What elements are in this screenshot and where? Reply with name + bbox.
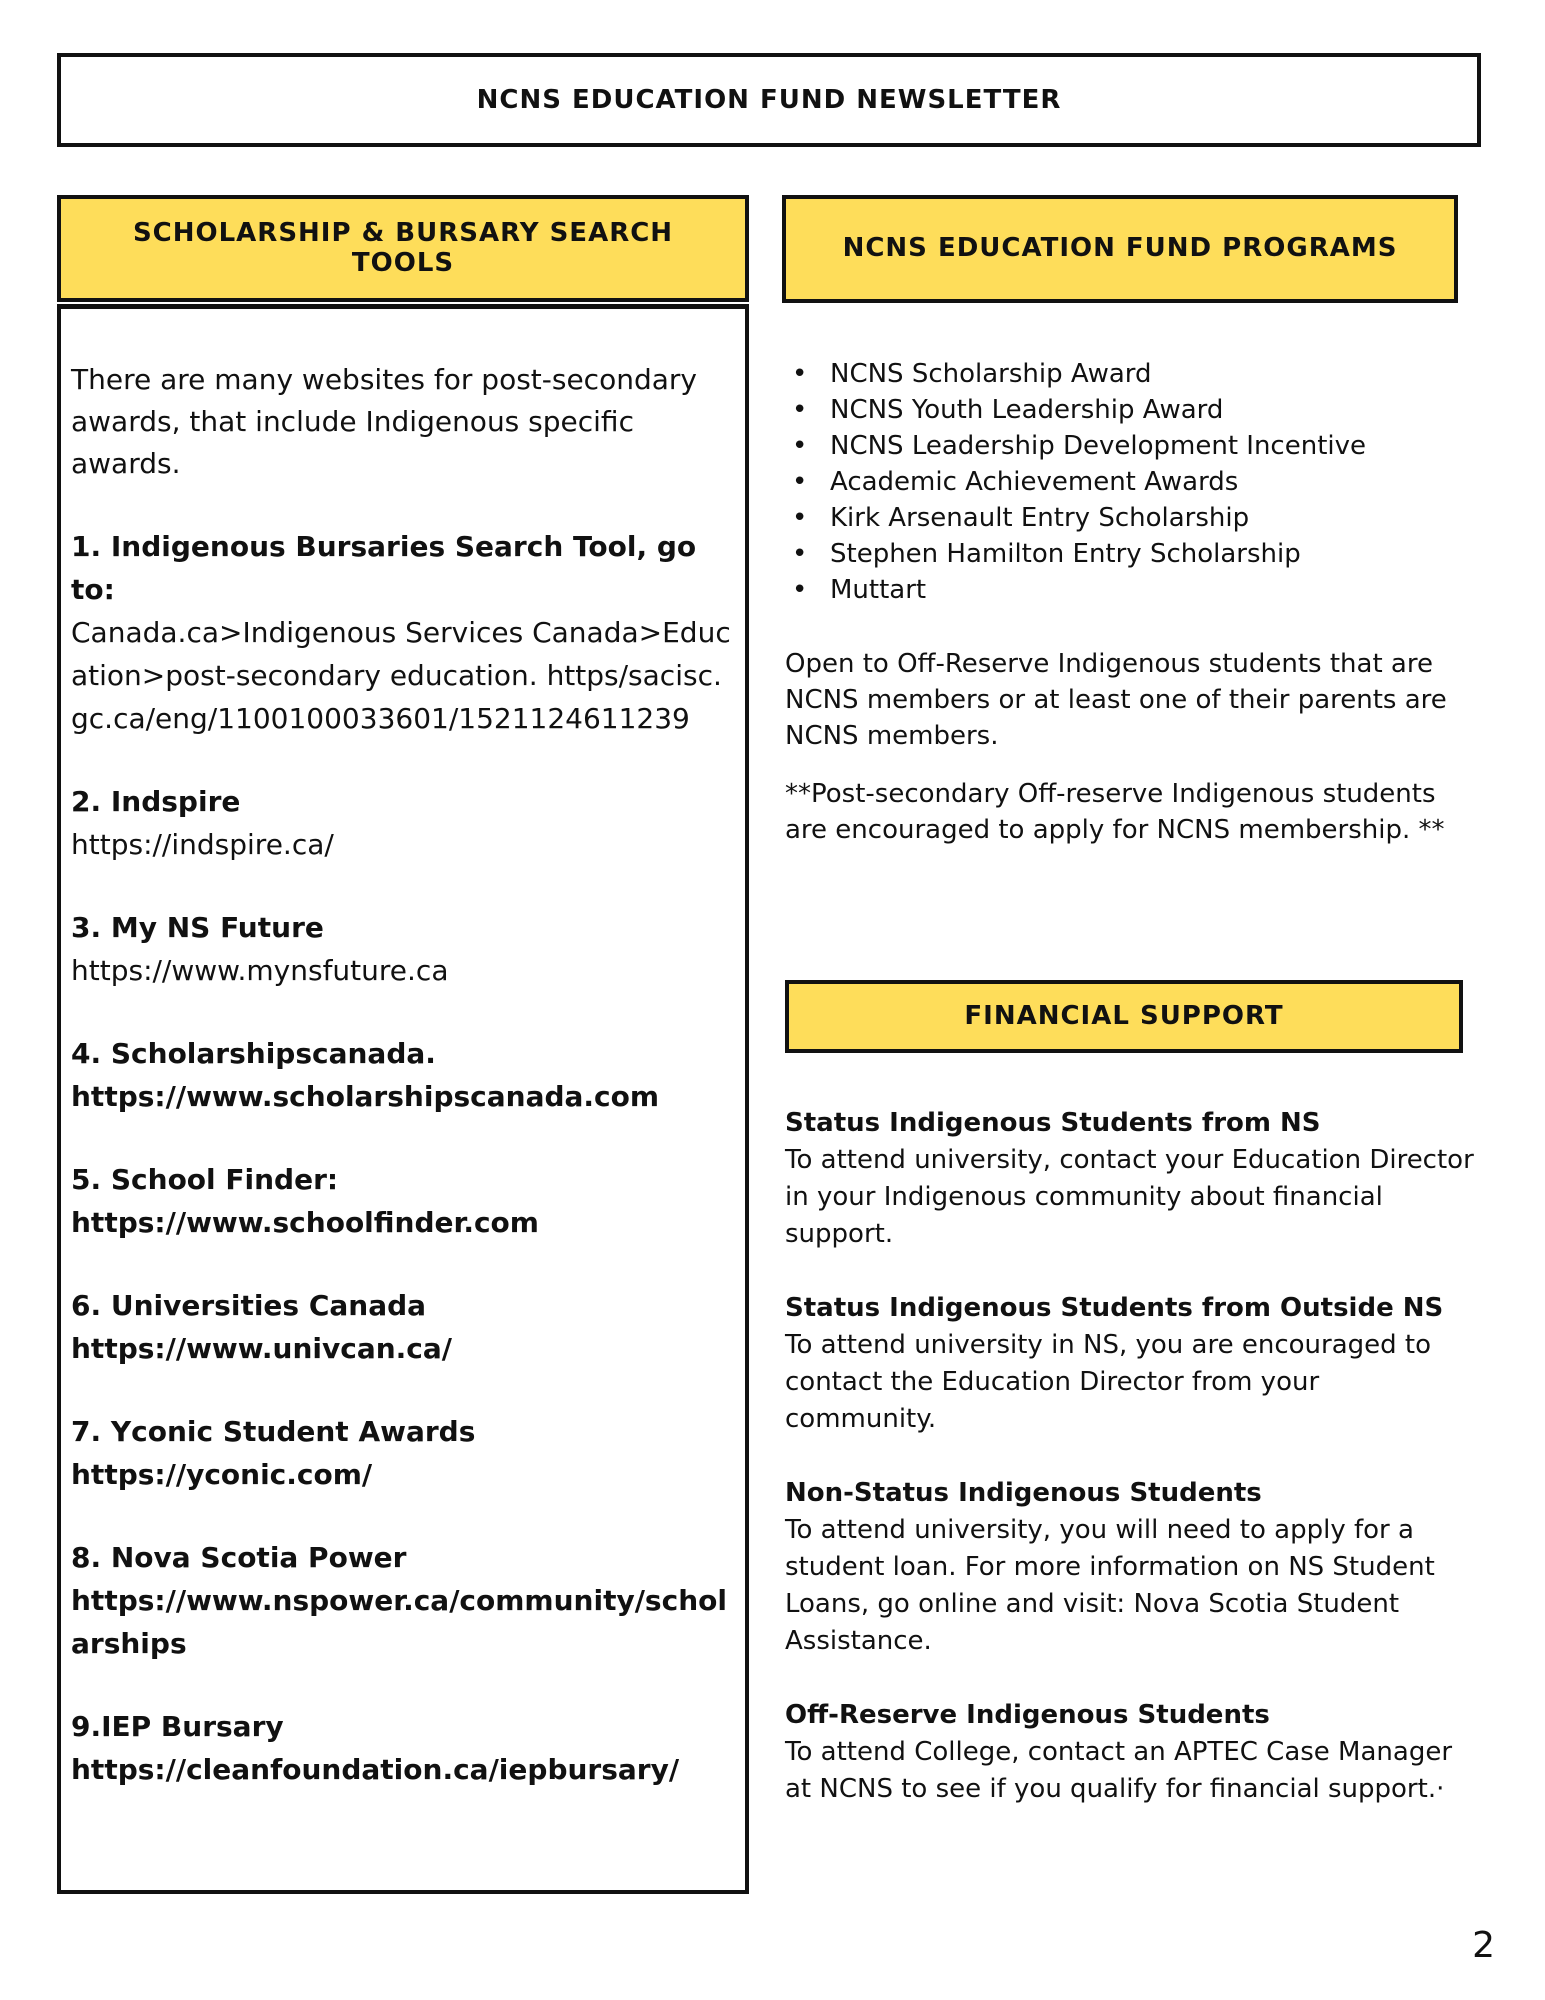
search-tool-link[interactable]: https://yconic.com/	[71, 1458, 373, 1491]
financial-support-item	[785, 1474, 1475, 1660]
search-tool-name: 8. Nova Scotia Power	[71, 1541, 407, 1574]
search-tool-name: 7. Yconic Student Awards	[71, 1415, 476, 1448]
program-list-item: • NCNS Leadership Development Incentive	[830, 428, 1475, 464]
page-number: 2	[1472, 1925, 1495, 1966]
newsletter-title-box	[57, 53, 1481, 147]
search-tools-list	[71, 525, 737, 1791]
search-tool-item	[71, 525, 737, 740]
search-tool-link[interactable]: https://www.univcan.ca/	[71, 1332, 453, 1365]
search-tool-name: 4. Scholarshipscanada.	[71, 1037, 436, 1070]
financial-support-item	[785, 1696, 1475, 1808]
financial-support-item	[785, 1289, 1475, 1438]
search-tool-name: 1. Indigenous Bursaries Search Tool, go to:	[71, 530, 697, 606]
financial-support-item-body: To attend university, you will need to apply for a student loan. For more information on NS Student Loans, go online and visit: Nova Scotia Student Assistance.	[785, 1515, 1435, 1656]
program-list-item: • NCNS Youth Leadership Award	[830, 392, 1475, 428]
search-tool-item	[71, 1284, 737, 1370]
program-list-item: • Academic Achievement Awards	[830, 464, 1475, 500]
financial-support-item-heading: Non-Status Indigenous Students	[785, 1478, 1262, 1508]
search-tool-item	[71, 1536, 737, 1665]
program-list-item: • Muttart	[830, 572, 1475, 608]
program-list-item: • NCNS Scholarship Award	[830, 356, 1475, 392]
search-tool-link[interactable]: https://www.mynsfuture.ca	[71, 954, 449, 987]
search-tool-name: 5. School Finder:	[71, 1163, 339, 1196]
programs-heading: NCNS EDUCATION FUND PROGRAMS	[782, 195, 1458, 303]
financial-support-item-heading: Status Indigenous Students from NS	[785, 1108, 1321, 1138]
financial-support-item-heading: Status Indigenous Students from Outside NS	[785, 1293, 1444, 1323]
search-tool-link[interactable]: https://www.schoolfinder.com	[71, 1206, 539, 1239]
search-tool-name: 3. My NS Future	[71, 911, 324, 944]
financial-support-item	[785, 1104, 1475, 1253]
search-tool-item	[71, 1158, 737, 1244]
search-tools-box	[57, 304, 749, 1894]
search-tool-item	[71, 780, 737, 866]
search-tools-intro: There are many websites for post-secondary awards, that include Indigenous specific awards.	[71, 363, 697, 480]
financial-support-item-body: To attend university in NS, you are encouraged to contact the Education Director from your community.	[785, 1330, 1432, 1434]
search-tool-item	[71, 906, 737, 992]
search-tool-item	[71, 1410, 737, 1496]
financial-support-heading: FINANCIAL SUPPORT	[785, 980, 1463, 1053]
search-tools-heading: SCHOLARSHIP & BURSARY SEARCH TOOLS	[57, 195, 749, 302]
search-tool-item	[71, 1705, 737, 1791]
newsletter-title: NCNS EDUCATION FUND NEWSLETTER	[476, 85, 1062, 115]
program-list-item: • Stephen Hamilton Entry Scholarship	[830, 536, 1475, 572]
financial-support-item-body: To attend university, contact your Education Director in your Indigenous community about financial support.	[785, 1145, 1474, 1249]
program-list-item: • Kirk Arsenault Entry Scholarship	[830, 500, 1475, 536]
search-tool-item	[71, 1032, 737, 1118]
search-tool-link[interactable]: Canada.ca>Indigenous Services Canada>Education>post-secondary education. https/sacisc.gc.ca/eng/1100100033601/1521124611239	[71, 616, 731, 735]
search-tool-name: 2. Indspire	[71, 785, 241, 818]
search-tool-link[interactable]: https://www.nspower.ca/community/scholarships	[71, 1584, 727, 1660]
financial-support-list	[785, 1104, 1475, 1844]
search-tool-link[interactable]: https://indspire.ca/	[71, 828, 334, 861]
search-tool-link[interactable]: https://cleanfoundation.ca/iepbursary/	[71, 1753, 680, 1786]
search-tool-link[interactable]: https://www.scholarshipscanada.com	[71, 1080, 660, 1113]
membership-note: **Post-secondary Off-reserve Indigenous students are encouraged to apply for NCNS membership. **	[785, 779, 1445, 845]
search-tool-name: 9.IEP Bursary	[71, 1710, 284, 1743]
financial-support-item-heading: Off-Reserve Indigenous Students	[785, 1700, 1270, 1730]
eligibility-text: Open to Off-Reserve Indigenous students that are NCNS members or at least one of their parents are NCNS members.	[785, 649, 1447, 751]
programs-list	[785, 356, 1475, 608]
financial-support-item-body: To attend College, contact an APTEC Case Manager at NCNS to see if you qualify for financial support.·	[785, 1737, 1453, 1804]
search-tool-name: 6. Universities Canada	[71, 1289, 427, 1322]
